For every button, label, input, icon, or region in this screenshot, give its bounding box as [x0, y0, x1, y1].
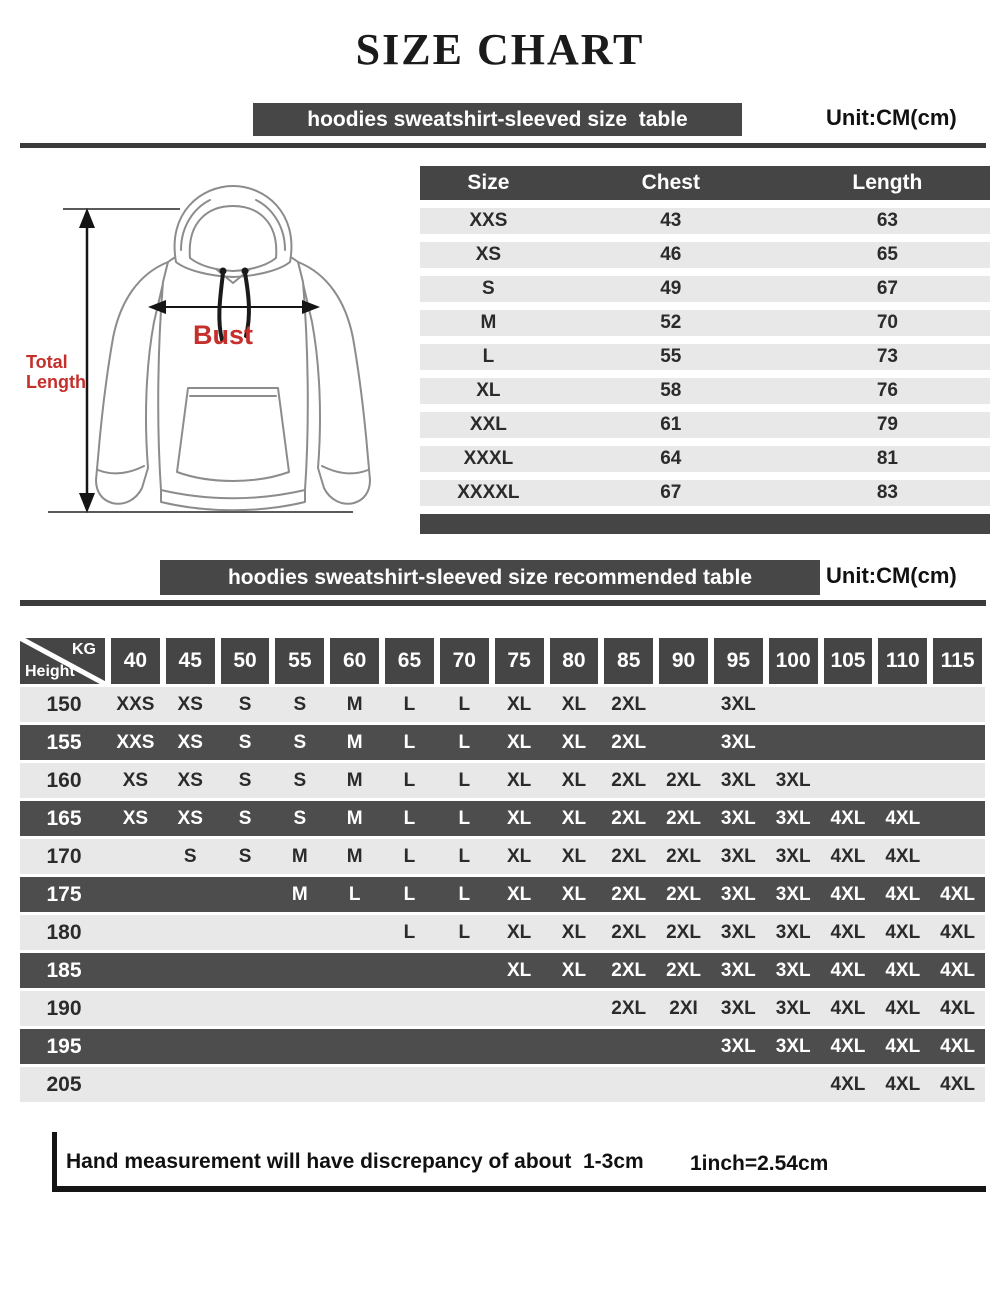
matrix-cell: 3XL — [720, 693, 756, 715]
size-table-cell-size: XXS — [469, 210, 508, 231]
matrix-cell: 3XL — [775, 769, 811, 791]
matrix-cell: S — [183, 845, 197, 867]
matrix-row — [20, 991, 985, 1026]
divider-line-1 — [20, 143, 986, 148]
matrix-cell: 4XL — [885, 1035, 921, 1057]
size-table-rows — [420, 208, 990, 506]
matrix-row — [20, 1067, 985, 1102]
matrix-cell: 4XL — [885, 883, 921, 905]
matrix-cell: 3XL — [720, 845, 756, 867]
matrix-cell: S — [293, 807, 307, 829]
matrix-cell: 2XI — [669, 997, 698, 1019]
matrix-cell: XS — [122, 807, 149, 829]
matrix-cell: 3XL — [720, 959, 756, 981]
matrix-body — [20, 687, 985, 1102]
size-table-cell-size: S — [482, 278, 495, 299]
matrix-row — [20, 1029, 985, 1064]
matrix-weight-header: 70 — [440, 638, 489, 684]
matrix-cell: S — [293, 769, 307, 791]
matrix-cell: L — [348, 883, 361, 905]
matrix-cell: 4XL — [940, 997, 976, 1019]
matrix-cell: M — [346, 693, 363, 715]
matrix-cell: XL — [506, 883, 532, 905]
size-table-cell-chest: 64 — [660, 448, 682, 469]
size-table-cell-size: XXXL — [463, 448, 514, 469]
page-title: SIZE CHART — [355, 25, 645, 74]
matrix-cell: XS — [177, 807, 203, 829]
matrix-cell: 3XL — [775, 807, 811, 829]
corner-kg-label: KG — [72, 641, 96, 658]
matrix-cell: S — [238, 769, 252, 791]
matrix-cell: M — [291, 845, 308, 867]
matrix-cell: 4XL — [830, 883, 866, 905]
size-table-header-length: Length — [852, 171, 923, 194]
matrix-cell: 3XL — [720, 1035, 756, 1057]
size-table-cell-length: 70 — [876, 312, 898, 333]
matrix-cell: 3XL — [775, 883, 811, 905]
size-table-cell-length: 79 — [876, 414, 898, 435]
matrix-cell: L — [403, 769, 416, 791]
matrix-weight-header: 60 — [330, 638, 379, 684]
size-table-row — [420, 310, 990, 336]
matrix-weight-header: 45 — [166, 638, 215, 684]
matrix-cell: 4XL — [830, 845, 866, 867]
size-table-cell-size: XXL — [469, 414, 507, 435]
size-table-header — [420, 166, 990, 200]
matrix-cell: 4XL — [830, 1035, 866, 1057]
matrix-cell: 4XL — [885, 959, 921, 981]
matrix-cell: L — [458, 693, 471, 715]
matrix-weight-header: 50 — [221, 638, 270, 684]
matrix-cell: M — [346, 845, 363, 867]
matrix-cell: XL — [506, 769, 532, 791]
size-table-row — [420, 344, 990, 370]
size-table-cell-size: L — [482, 346, 495, 367]
matrix-cell: 2XL — [611, 959, 647, 981]
size-table-cell-chest: 61 — [660, 414, 682, 435]
inch-conversion-note: 1inch=2.54cm — [690, 1152, 829, 1175]
matrix-weight-header: 105 — [824, 638, 873, 684]
matrix-height-label: 150 — [46, 692, 82, 716]
matrix-height-label: 170 — [46, 844, 82, 868]
size-table-cell-size: M — [480, 312, 497, 333]
matrix-cell: 3XL — [720, 921, 756, 943]
matrix-cell: 4XL — [940, 959, 976, 981]
matrix-cell: 3XL — [775, 1035, 811, 1057]
matrix-cell: 3XL — [720, 731, 756, 753]
size-table-cell-chest: 58 — [660, 380, 682, 401]
matrix-cell: 3XL — [720, 769, 756, 791]
matrix-cell: 2XL — [666, 769, 701, 791]
size-table-cell-size: XL — [476, 380, 501, 401]
matrix-height-label: 185 — [46, 958, 82, 982]
matrix-cell: XL — [561, 921, 587, 943]
matrix-cell: 2XL — [611, 845, 647, 867]
matrix-cell: L — [458, 921, 471, 943]
size-table-cell-chest: 49 — [660, 278, 682, 299]
matrix-cell: M — [346, 807, 363, 829]
size-table-cell-length: 63 — [876, 210, 898, 231]
matrix-cell: 2XL — [666, 883, 701, 905]
matrix-cell: 3XL — [775, 997, 811, 1019]
matrix-cell: S — [293, 693, 307, 715]
matrix-cell: M — [346, 731, 363, 753]
corner-height-label: Height — [25, 663, 75, 680]
matrix-cell: XL — [561, 769, 587, 791]
matrix-cell: 4XL — [940, 1073, 976, 1095]
matrix-cell: 3XL — [720, 883, 756, 905]
matrix-header-row — [20, 638, 985, 684]
matrix-cell: 3XL — [775, 959, 811, 981]
size-table-cell-size: XS — [475, 244, 502, 265]
matrix-cell: 4XL — [885, 845, 921, 867]
size-table-row — [420, 446, 990, 472]
size-table-cell-length: 65 — [876, 244, 898, 265]
total-length-label: Total Length — [26, 352, 86, 393]
matrix-cell: 2XL — [611, 769, 647, 791]
matrix-cell: 2XL — [611, 997, 647, 1019]
recommended-size-matrix — [20, 638, 985, 1105]
matrix-cell: L — [458, 883, 471, 905]
matrix-cell: 2XL — [611, 883, 647, 905]
matrix-cell: 2XL — [666, 845, 701, 867]
matrix-cell: 4XL — [940, 1035, 976, 1057]
matrix-cell: XL — [506, 731, 532, 753]
matrix-row — [20, 877, 985, 912]
matrix-cell: XL — [506, 921, 532, 943]
matrix-weight-header: 90 — [659, 638, 708, 684]
matrix-cell: S — [238, 731, 252, 753]
matrix-row — [20, 725, 985, 760]
matrix-cell: XL — [561, 883, 587, 905]
matrix-cell: L — [403, 883, 416, 905]
matrix-cell: 2XL — [666, 921, 701, 943]
matrix-height-label: 165 — [46, 806, 82, 830]
size-table-cell-chest: 52 — [660, 312, 682, 333]
size-table-header-chest: Chest — [641, 171, 700, 194]
hoodie-measurement-diagram — [18, 150, 404, 550]
size-table-banner: hoodies sweatshirt-sleeved size table — [253, 103, 742, 136]
size-table-row — [420, 276, 990, 302]
matrix-cell: XL — [506, 845, 532, 867]
size-table-cell-length: 76 — [876, 380, 898, 401]
matrix-height-label: 195 — [46, 1034, 82, 1058]
size-table-cell-length: 81 — [876, 448, 898, 469]
matrix-cell: S — [238, 807, 252, 829]
matrix-cell: 4XL — [830, 959, 866, 981]
recommended-table-banner: hoodies sweatshirt-sleeved size recommended table — [160, 560, 820, 595]
size-table-cell-length: 83 — [876, 482, 898, 503]
unit-label-1: Unit:CM(cm) — [826, 105, 957, 130]
matrix-row — [20, 953, 985, 988]
size-table-cell-chest: 46 — [660, 244, 682, 265]
matrix-weight-header: 65 — [385, 638, 434, 684]
matrix-cell: S — [238, 693, 252, 715]
matrix-weight-header: 95 — [714, 638, 763, 684]
matrix-weight-header: 75 — [495, 638, 544, 684]
matrix-height-label: 190 — [46, 996, 82, 1020]
matrix-cell: 2XL — [611, 731, 647, 753]
matrix-cell: XS — [177, 769, 203, 791]
size-table-cell-chest: 43 — [660, 210, 682, 231]
matrix-cell: L — [458, 769, 471, 791]
matrix-cell: M — [346, 769, 363, 791]
matrix-height-label: 160 — [46, 768, 82, 792]
size-table-row — [420, 208, 990, 234]
size-table-header-size: Size — [467, 171, 510, 194]
matrix-cell: XL — [561, 845, 587, 867]
size-table — [420, 166, 990, 534]
matrix-weight-header: 40 — [111, 638, 160, 684]
matrix-cell: 4XL — [940, 921, 976, 943]
matrix-cell: L — [458, 807, 471, 829]
matrix-weight-header: 85 — [604, 638, 653, 684]
matrix-cell: L — [403, 807, 416, 829]
matrix-cell: XXS — [116, 731, 155, 753]
matrix-cell: 2XL — [611, 693, 647, 715]
matrix-cell: XL — [561, 731, 587, 753]
matrix-cell: M — [291, 883, 308, 905]
size-table-row — [420, 412, 990, 438]
size-table-cell-size: XXXXL — [457, 482, 520, 503]
matrix-cell: 2XL — [666, 807, 701, 829]
matrix-cell: XS — [177, 693, 203, 715]
matrix-height-label: 180 — [46, 920, 82, 944]
size-table-cell-chest: 55 — [660, 346, 682, 367]
matrix-cell: 4XL — [940, 883, 976, 905]
footer-bracket-vertical — [52, 1132, 57, 1190]
matrix-row — [20, 839, 985, 874]
matrix-cell: L — [458, 845, 471, 867]
matrix-cell: 4XL — [830, 921, 866, 943]
size-table-cell-length: 67 — [876, 278, 898, 299]
matrix-weight-header: 55 — [275, 638, 324, 684]
size-table-row — [420, 378, 990, 404]
matrix-cell: XL — [561, 959, 587, 981]
matrix-cell: XL — [506, 693, 532, 715]
matrix-cell: XL — [506, 959, 532, 981]
matrix-cell: 2XL — [666, 959, 701, 981]
matrix-cell: L — [403, 731, 416, 753]
matrix-cell: 3XL — [775, 845, 811, 867]
matrix-cell: 3XL — [720, 807, 756, 829]
matrix-cell: 4XL — [885, 997, 921, 1019]
size-table-cell-chest: 67 — [660, 482, 682, 503]
footer-bracket-horizontal — [52, 1186, 986, 1192]
matrix-cell: L — [403, 845, 416, 867]
matrix-cell: S — [293, 731, 307, 753]
matrix-cell: L — [458, 731, 471, 753]
matrix-cell: 2XL — [611, 921, 647, 943]
matrix-cell: XL — [506, 807, 532, 829]
matrix-corner-cell — [20, 638, 105, 684]
matrix-height-label: 155 — [46, 730, 82, 754]
bust-label: Bust — [193, 320, 253, 350]
divider-line-2 — [20, 600, 986, 606]
matrix-cell: XS — [177, 731, 203, 753]
matrix-weight-header: 100 — [769, 638, 818, 684]
matrix-row — [20, 763, 985, 798]
matrix-cell: 4XL — [830, 997, 866, 1019]
measurement-note: Hand measurement will have discrepancy of about 1-3cm — [66, 1150, 644, 1173]
matrix-cell: 4XL — [830, 1073, 866, 1095]
matrix-row — [20, 687, 985, 722]
unit-label-2: Unit:CM(cm) — [826, 563, 957, 588]
matrix-weight-header: 110 — [878, 638, 927, 684]
matrix-cell: XL — [561, 693, 587, 715]
matrix-height-label: 175 — [46, 882, 82, 906]
matrix-row — [20, 915, 985, 950]
matrix-cell: 3XL — [720, 997, 756, 1019]
size-table-row — [420, 480, 990, 506]
matrix-cell: 2XL — [611, 807, 647, 829]
matrix-cell: XL — [561, 807, 587, 829]
matrix-cell: L — [403, 921, 416, 943]
matrix-cell: S — [238, 845, 252, 867]
size-table-row — [420, 242, 990, 268]
matrix-cell: L — [403, 693, 416, 715]
matrix-row — [20, 801, 985, 836]
size-table-cell-length: 73 — [876, 346, 898, 367]
matrix-cell: XS — [122, 769, 149, 791]
matrix-cell: XXS — [116, 693, 155, 715]
matrix-cell: 4XL — [885, 807, 921, 829]
matrix-cell: 4XL — [885, 921, 921, 943]
size-table-footer-bar — [420, 514, 990, 534]
matrix-cell: 3XL — [775, 921, 811, 943]
matrix-height-label: 205 — [46, 1072, 82, 1096]
matrix-cell: 4XL — [830, 807, 866, 829]
matrix-weight-header: 115 — [933, 638, 982, 684]
matrix-weight-header: 80 — [550, 638, 599, 684]
matrix-cell: 4XL — [885, 1073, 921, 1095]
